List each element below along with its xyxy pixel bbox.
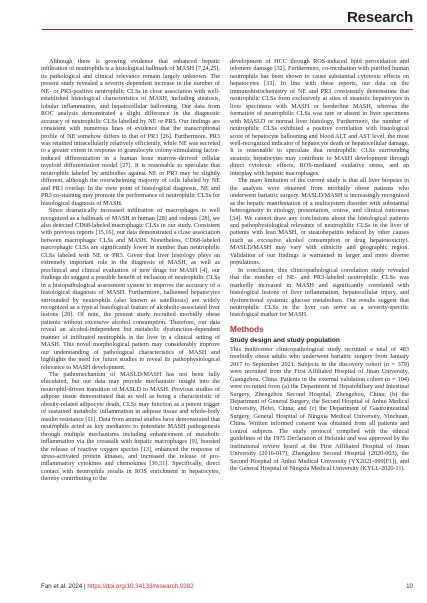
right-paragraph-1: development of HCC through ROS-induced lipid peroxidation and telomere damage [32]. Furthermore, co-incubation with purified human neutrophils has been shown to cause substantial cytotoxic effects on hepatocytes [33]. In line with these reports, our data on the immunohistochemistry of NE and PR3 consistently demonstrate that neutrophilic CLSs form exclusively at sites of steatotic hepatocytes in liver specimens with MASH or borderline MASH, whereas the formation of neutrophilic CLSs was rare or absent in liver specimens with MASLD or normal liver histology. Furthermore, the number of neutrophilic CLSs exhibited a positive correlation with histological score of hepatocyte ballooning and blood ALT and AST level, the most well-recognized indicator of hepatocyte death or hepatocellular damage. It is reasonable to speculate that neutrophilic CLSs surrounding steatotic hepatocytes may contribute to MASH development through direct cytotoxic effects, ROS-mediated oxidative stress, and an interplay with hepatic macrophages.: [230, 58, 410, 177]
header-divider: [42, 29, 413, 30]
citation-prefix: Fan et al. 2024 |: [41, 583, 88, 590]
citation: [41, 583, 194, 590]
methods-paragraph: This multicenter clinicopathological study recruited a total of 483 morbidly obese adults who underwent bariatric surgery from January 2017 to September 2021. Subjects in the discovery cohort (n = 379) were recruited from the First Affiliated Hospital of Jinan University, Guangzhou, China. Patients in the external validation cohort (n = 104) were recruited from (a) the Department of Hepatobiliary and Intestinal Surgery, Zhengzhou Second Hospital, Zhengzhou, China; (b) the Department of General Surgery, the Second Hospital of Anhui Medical University, Hefei, China; and (c) the Department of Gastrointestinal Surgery, General Hospital of Ningxia Medical University, Yinchuan, China. Written informed consent was obtained from all patients and control subjects. The study protocol complied with the ethical guidelines of the 1975 Declaration of Helsinki and was approved by the institutional review board at the First Affiliated Hospital of Jinan University (2016-017), Zhengzhou Second Hospital (2020-003), the Second Hospital of Anhui Medical University (YX2021-099[F1]), and the General Hospital of Ningxia Medical University (KYLL-2020-11).: [230, 345, 409, 473]
left-paragraph-3: The pathomechanism of MASLD/MASH has not been fully elucidated, but our data may provide mechanistic insight into the neutrophil-driven transition of MASLD to MASH. Previous studies of adipose tissue demonstrated that as well as being a characteristic of obesity-related adipocyte death, CLSs may function as a potent trigger of sustained metabolic inflammation in adipose tissue and whole-body insulin resistance [11]. Data from animal studies have demonstrated that neutrophils acted as key mediators to potentiate MASH pathogenesis through multiple mechanisms including enhancement of metabolic inflammation via the crosstalk with hepatic macrophages [9], boosted the release of reactive oxygen species [13], enhanced the response of stress-activated protein kinases, and increased the release of pro-inflammatory cytokines and chemokines [30,31]. Specifically, direct contact with neutrophils results in ROS enrichment in hepatocytes, thereby contributing to the: [41, 371, 220, 483]
journal-title: Research: [347, 9, 413, 26]
page-number: 10: [406, 583, 413, 590]
study-design-heading: Study design and study population: [230, 336, 340, 344]
left-paragraph-2: Since dramatically increased infiltration of macrophages is well recognized as a hallmark of MASH in human [28] and rodents [28], we also detected CD68-labeled macrophagic CLSs in our study. Consistent with previous reports [15,16], our data demonstrated a close association between macrophagic CLSs and MASH. Nonetheless, CD68-labeled macrophagic CLSs are significantly lower in number than neutrophilic CLSs labeled with NE or PR3. Given that liver histology plays an extremely important role in the diagnosis of MASH, as well as preclinical and clinical evaluation of new drugs for MASH [4], our findings do suggest a possible benefit of inclusion of neutrophilic CLSs in a histopathological assessment system to improve the accuracy of a histological diagnosis of MASH. Furthermore, ballooned hepatocytes surrounded by neutrophils (also known as satellitosis) are widely recognized as a typical histological feature of alcoholic-associated liver lesions [29]. Of note, the present study recruited morbidly obese patients without excessive alcohol consumption. Therefore, our data reveal an alcohol-independent but metabolic dysfunction-dependent manner of infiltrated neutrophils in the liver in a clinical setting of MASH. This novel morphological pattern may considerably improve our understanding of pathological characteristics of MASH and highlights the need for future studies to reveal its pathophysiological relevance to MASH development.: [41, 207, 220, 371]
right-paragraph-3: In conclusion, this clinicopathological correlation study revealed that the number of NE- and PR3-labeled neutrophilic CLSs was markedly increased in MASH and significantly correlated with histological lesions of liver inflammation, hepatocellular injury, and dysfunctional systemic glucose metabolism. Our results suggest that neutrophilic CLSs in the liver can serve as a severity-specific histological marker for MASH.: [230, 266, 409, 319]
doi-link[interactable]: https://doi.org/10.34133/research.0382: [87, 583, 194, 590]
header-top: [0, 0, 427, 4]
methods-heading: Methods: [230, 324, 264, 334]
right-column: [230, 58, 409, 473]
left-column: [41, 58, 220, 483]
left-paragraph-1: Although there is growing evidence that enhanced hepatic infiltration of neutrophils is a histological hallmark of MASH [7,24,25], its pathological and clinical relevance remain largely unknown. The present study revealed a severity-dependent increase in the number of NE- or PR3-positive neutrophilic CLSs in close association with well-established histological characteristics of MASH, including steatosis, lobular inflammation, and hepatocellular ballooning. Our data from ROC analysis demonstrated a slight difference in the diagnostic accuracy of neutrophilic CLSs labelled by NE or PR3. Our findings are consistent with numerous lines of evidence that the transcriptional profile of NE somehow differs to that of PR3 [26]. Furthermore, PR3 was retained intracellularly relatively efficiently, while NE was secreted to a greater extent in response to granulocyte colony-stimulating factor-induced differentiation in a human bone marrow-derived cellular myeloid differentiation model [27]. It is reasonable to speculate that neutrophils labeled by antibodies against NE or PR3 may be slightly different, although the overwhelming majority of cells labeled by NE and PR3 overlap. In the view point of histological diagnosis, NE and PR3 co-staining may promote the performance of neutrophilic CLSs for histological diagnosis of MASH.: [41, 58, 220, 207]
right-paragraph-2: The main limitation of the current study is that all liver biopsies in the analysis were obtained from morbidly obese patients who underwent bariatric surgery. MASLD/MASH is increasingly recognized as the hepatic manifestation of a multisystem disorder with substantial heterogeneity in etiology, presentation, course, and clinical outcomes [34]. We cannot draw any conclusions about the histological patterns and pathophysiological relevance of neutrophilic CLSs in the liver of patients with lean MASH, or steatohepatitis induced by other causes (such as excessive alcohol consumption or drug hepatotoxicity). MASLD/MASH may vary with ethnicity and geographic region. Validation of our findings is warranted in larger and more diverse populations.: [230, 177, 409, 267]
